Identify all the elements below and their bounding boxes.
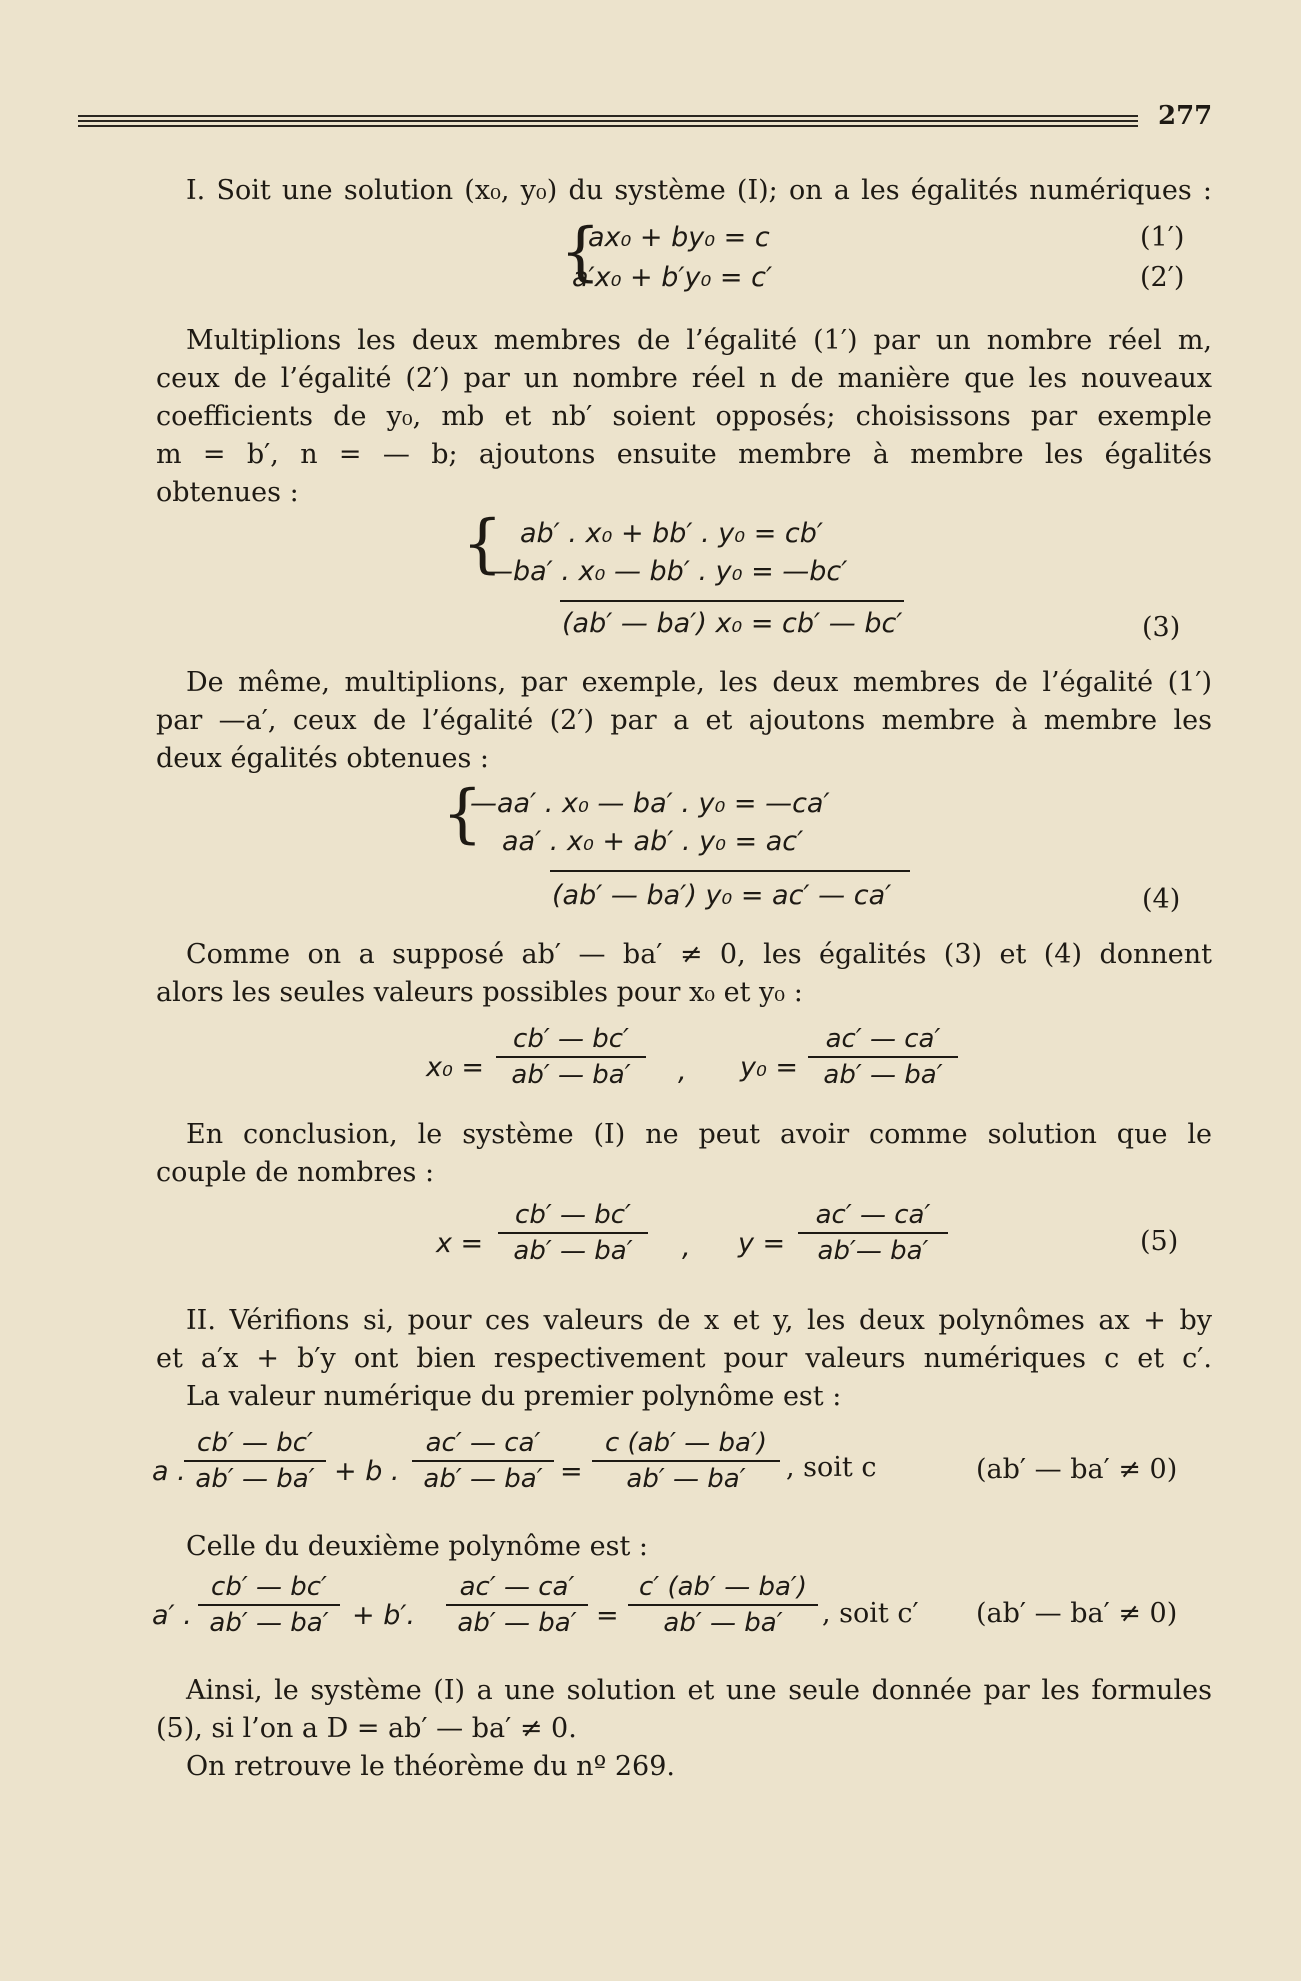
page-number: 277 (1158, 101, 1213, 131)
paragraph-line: couple de nombres : (156, 1157, 435, 1188)
separator-comma: , (682, 1232, 691, 1263)
system3-line1: ab′ . x₀ + bb′ . y₀ = cb′ (520, 518, 824, 549)
y0-denominator: ab′ — ba′ (823, 1060, 943, 1090)
verif2-plus-b-prime: + b′. (352, 1600, 416, 1631)
verif1-tail: , soit c (786, 1452, 877, 1483)
equation-4-number: (4) (1142, 884, 1181, 915)
fraction-numerator: ac′ — ca′ (446, 1572, 588, 1606)
y-fraction (798, 1200, 948, 1266)
brace-system-4: { (442, 777, 483, 851)
fraction-denominator: ab′ — ba′ (195, 1464, 315, 1494)
y-lhs: y = (738, 1228, 786, 1259)
equation-3-number: (3) (1142, 612, 1181, 643)
paragraph-line: En conclusion, le système (I) ne peut avoir comme solution que le (186, 1119, 1212, 1150)
system4-line1: —aa′ . x₀ — ba′ . y₀ = —ca′ (470, 788, 830, 819)
paragraph-line: deux égalités obtenues : (156, 743, 490, 774)
sum-rule-3 (560, 600, 904, 602)
sum-rule-4 (550, 870, 910, 872)
equation-2-number: (2′) (1140, 262, 1185, 293)
paragraph-line: obtenues : (156, 477, 299, 508)
paragraph-line: m = b′, n = — b; ajoutons ensuite membre à membre les égalités (156, 439, 1212, 470)
verif1-condition: (ab′ — ba′ ≠ 0) (976, 1454, 1178, 1485)
header-rule (78, 115, 1138, 130)
fraction-numerator: cb′ — bc′ (198, 1572, 340, 1606)
verif1-coef-a: a . (152, 1456, 186, 1487)
fraction-numerator: c (ab′ — ba′) (592, 1428, 780, 1462)
x-numerator: cb′ — bc′ (498, 1200, 648, 1234)
system3-line2: —ba′ . x₀ — bb′ . y₀ = —bc′ (486, 556, 848, 587)
y0-fraction (808, 1024, 958, 1090)
paragraph-line: Comme on a supposé ab′ — ba′ ≠ 0, les égalités (3) et (4) donnent (186, 939, 1212, 970)
verif2-coef-a-prime: a′ . (152, 1600, 192, 1631)
paragraph-line: (5), si l’on a D = ab′ — ba′ ≠ 0. (156, 1713, 577, 1744)
paragraph-line: Ainsi, le système (I) a une solution et une seule donnée par les formules (186, 1675, 1212, 1706)
fraction-numerator: c′ (ab′ — ba′) (628, 1572, 818, 1606)
equation-5-number: (5) (1140, 1226, 1179, 1257)
fraction-denominator: ab′ — ba′ (209, 1608, 329, 1638)
fraction-denominator: ab′ — ba′ (626, 1464, 746, 1494)
verif1-fraction-2 (412, 1428, 554, 1494)
verif2-condition: (ab′ — ba′ ≠ 0) (976, 1598, 1178, 1629)
verif1-fraction-3 (592, 1428, 780, 1494)
equation-1-number: (1′) (1140, 222, 1185, 253)
fraction-denominator: ab′ — ba′ (457, 1608, 577, 1638)
verif1-equals: = (560, 1456, 583, 1487)
x0-denominator: ab′ — ba′ (511, 1060, 631, 1090)
paragraph-line: De même, multiplions, par exemple, les deux membres de l’égalité (1′) (186, 667, 1212, 698)
y0-lhs: y₀ = (740, 1052, 799, 1083)
y-numerator: ac′ — ca′ (798, 1200, 948, 1234)
y0-numerator: ac′ — ca′ (808, 1024, 958, 1058)
verif2-tail: , soit c′ (822, 1598, 919, 1629)
equation-4: (ab′ — ba′) y₀ = ac′ — ca′ (552, 880, 892, 911)
x-fraction (498, 1200, 648, 1266)
paragraph-line: Celle du deuxième polynôme est : (186, 1531, 648, 1562)
fraction-numerator: ac′ — ca′ (412, 1428, 554, 1462)
paragraph-line: II. Vérifions si, pour ces valeurs de x et y, les deux polynômes ax + by (186, 1305, 1212, 1336)
paragraph-line: coefficients de y₀, mb et nb′ soient opposés; choisissons par exemple (156, 401, 1212, 432)
x0-numerator: cb′ — bc′ (496, 1024, 646, 1058)
equation-2: a′x₀ + b′y₀ = c′ (572, 262, 773, 293)
fraction-numerator: cb′ — bc′ (184, 1428, 326, 1462)
y-denominator: ab′— ba′ (817, 1236, 929, 1266)
paragraph-line: ceux de l’égalité (2′) par un nombre réel n de manière que les nouveaux (156, 363, 1212, 394)
paragraph-line: La valeur numérique du premier polynôme est : (186, 1381, 842, 1412)
verif2-fraction-1 (198, 1572, 340, 1638)
verif2-fraction-3 (628, 1572, 818, 1638)
verif1-fraction-1 (184, 1428, 326, 1494)
x0-fraction (496, 1024, 646, 1090)
fraction-denominator: ab′ — ba′ (423, 1464, 543, 1494)
x-denominator: ab′ — ba′ (513, 1236, 633, 1266)
paragraph-line: alors les seules valeurs possibles pour x₀ et y₀ : (156, 977, 803, 1008)
verif2-fraction-2 (446, 1572, 588, 1638)
system4-line2: aa′ . x₀ + ab′ . y₀ = ac′ (502, 826, 804, 857)
separator-comma: , (678, 1056, 687, 1087)
paragraph-line: Multiplions les deux membres de l’égalité (1′) par un nombre réel m, (186, 325, 1212, 356)
x-lhs: x = (436, 1228, 484, 1259)
brace-system-1: { (560, 215, 601, 289)
verif2-equals: = (596, 1600, 619, 1631)
brace-system-3: { (462, 507, 503, 581)
paragraph-line: et a′x + b′y ont bien respectivement pour valeurs numériques c et c′. (156, 1343, 1212, 1374)
equation-1: ax₀ + by₀ = c (588, 222, 770, 253)
fraction-denominator: ab′ — ba′ (663, 1608, 783, 1638)
equation-3: (ab′ — ba′) x₀ = cb′ — bc′ (562, 608, 903, 639)
paragraph-line: On retrouve le théorème du nº 269. (186, 1751, 675, 1782)
intro-line: I. Soit une solution (x₀, y₀) du système (I); on a les égalités numériques : (186, 175, 1212, 206)
x0-lhs: x₀ = (426, 1052, 485, 1083)
paragraph-line: par —a′, ceux de l’égalité (2′) par a et ajoutons membre à membre les (156, 705, 1212, 736)
verif1-plus-b: + b . (334, 1456, 400, 1487)
